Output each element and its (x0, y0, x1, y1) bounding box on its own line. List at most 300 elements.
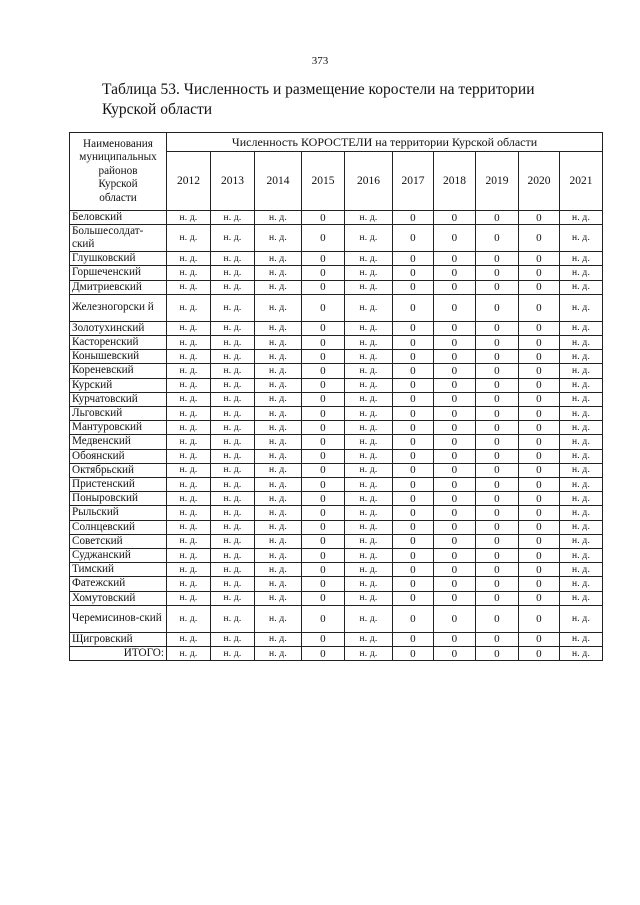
value-cell: н. д. (560, 577, 603, 591)
district-name: Октябрьский (70, 463, 167, 477)
value-cell: 0 (393, 506, 434, 520)
value-cell: н. д. (345, 336, 393, 350)
value-cell: 0 (302, 492, 345, 506)
value-cell: н. д. (255, 534, 302, 548)
value-cell: н. д. (211, 632, 255, 646)
value-cell: 0 (434, 435, 476, 449)
value-cell: 0 (434, 632, 476, 646)
district-name: Щигровский (70, 632, 167, 646)
value-cell: н. д. (167, 421, 211, 435)
value-cell: н. д. (211, 266, 255, 280)
total-row (70, 647, 603, 661)
value-cell: 0 (476, 563, 519, 577)
value-cell: н. д. (211, 647, 255, 661)
value-cell: н. д. (345, 449, 393, 463)
value-cell: н. д. (167, 520, 211, 534)
value-cell: 0 (519, 506, 560, 520)
district-name: Суджанский (70, 549, 167, 563)
value-cell: н. д. (560, 392, 603, 406)
value-cell: н. д. (211, 549, 255, 563)
value-cell: н. д. (345, 534, 393, 548)
value-cell: н. д. (255, 549, 302, 563)
value-cell: 0 (302, 266, 345, 280)
value-cell: 0 (393, 632, 434, 646)
table-row (70, 364, 603, 378)
table-row (70, 321, 603, 335)
district-name: Пристенский (70, 478, 167, 492)
value-cell: н. д. (167, 449, 211, 463)
value-cell: н. д. (560, 478, 603, 492)
value-cell: н. д. (345, 211, 393, 225)
value-cell: н. д. (560, 225, 603, 252)
value-cell: н. д. (560, 350, 603, 364)
value-cell: 0 (434, 225, 476, 252)
value-cell: 0 (302, 449, 345, 463)
value-cell: н. д. (345, 364, 393, 378)
year-header: 2014 (255, 152, 302, 211)
value-cell: 0 (302, 378, 345, 392)
value-cell: н. д. (167, 591, 211, 605)
value-cell: 0 (476, 294, 519, 321)
header-line: Курской (98, 178, 138, 191)
value-cell: 0 (302, 435, 345, 449)
district-name: Фатежский (70, 577, 167, 591)
value-cell: н. д. (255, 225, 302, 252)
value-cell: н. д. (345, 591, 393, 605)
value-cell: 0 (476, 336, 519, 350)
table-row (70, 577, 603, 591)
district-name: Глушковский (70, 252, 167, 266)
value-cell: н. д. (211, 350, 255, 364)
district-name: Поныровский (70, 492, 167, 506)
value-cell: 0 (302, 591, 345, 605)
value-cell: 0 (302, 478, 345, 492)
value-cell: 0 (393, 478, 434, 492)
value-cell: 0 (393, 392, 434, 406)
value-cell: 0 (302, 534, 345, 548)
value-cell: 0 (434, 506, 476, 520)
value-cell: 0 (476, 225, 519, 252)
value-cell: н. д. (255, 364, 302, 378)
table-row (70, 549, 603, 563)
value-cell: н. д. (255, 435, 302, 449)
district-name: Черемисинов-ский (70, 605, 167, 632)
value-cell: н. д. (255, 266, 302, 280)
value-cell: н. д. (211, 421, 255, 435)
value-cell: 0 (393, 577, 434, 591)
table-row (70, 421, 603, 435)
value-cell: 0 (393, 252, 434, 266)
value-cell: 0 (434, 563, 476, 577)
value-cell: 0 (476, 211, 519, 225)
value-cell: 0 (519, 478, 560, 492)
value-cell: н. д. (560, 520, 603, 534)
value-cell: н. д. (211, 280, 255, 294)
value-cell: н. д. (211, 449, 255, 463)
district-name: Курчатовский (70, 392, 167, 406)
year-header: 2015 (302, 152, 345, 211)
value-cell: н. д. (560, 266, 603, 280)
value-cell: 0 (434, 492, 476, 506)
value-cell: н. д. (345, 407, 393, 421)
value-cell: н. д. (560, 252, 603, 266)
header-line: области (99, 191, 137, 204)
value-cell: 0 (393, 280, 434, 294)
value-cell: н. д. (345, 549, 393, 563)
table-row (70, 449, 603, 463)
value-cell: н. д. (255, 449, 302, 463)
value-cell: 0 (476, 506, 519, 520)
value-cell: н. д. (255, 252, 302, 266)
value-cell: 0 (476, 321, 519, 335)
value-cell: 0 (476, 392, 519, 406)
value-cell: 0 (434, 280, 476, 294)
value-cell: н. д. (255, 211, 302, 225)
value-cell: н. д. (167, 577, 211, 591)
year-header: 2020 (519, 152, 560, 211)
value-cell: 0 (476, 350, 519, 364)
value-cell: н. д. (167, 225, 211, 252)
value-cell: н. д. (255, 563, 302, 577)
value-cell: 0 (519, 435, 560, 449)
value-cell: 0 (519, 449, 560, 463)
value-cell: 0 (393, 211, 434, 225)
district-name: Мантуровский (70, 421, 167, 435)
value-cell: н. д. (560, 632, 603, 646)
value-cell: 0 (476, 591, 519, 605)
value-cell: 0 (519, 563, 560, 577)
value-cell: н. д. (211, 534, 255, 548)
value-cell: 0 (393, 421, 434, 435)
value-cell: 0 (519, 591, 560, 605)
value-cell: 0 (519, 266, 560, 280)
value-cell: н. д. (211, 605, 255, 632)
value-cell: н. д. (255, 392, 302, 406)
value-cell: 0 (519, 321, 560, 335)
value-cell: н. д. (255, 577, 302, 591)
table-body (70, 211, 603, 661)
table-row (70, 266, 603, 280)
value-cell: н. д. (255, 605, 302, 632)
table-row (70, 563, 603, 577)
value-cell: 0 (434, 605, 476, 632)
value-cell: 0 (302, 506, 345, 520)
value-cell: 0 (519, 378, 560, 392)
value-cell: 0 (393, 407, 434, 421)
value-cell: н. д. (345, 421, 393, 435)
value-cell: н. д. (211, 577, 255, 591)
value-cell: 0 (393, 605, 434, 632)
district-name: Беловский (70, 211, 167, 225)
year-header: 2012 (167, 152, 211, 211)
value-cell: н. д. (560, 563, 603, 577)
value-cell: н. д. (345, 280, 393, 294)
value-cell: 0 (393, 563, 434, 577)
value-cell: 0 (476, 449, 519, 463)
value-cell: 0 (519, 211, 560, 225)
value-cell: н. д. (255, 463, 302, 477)
value-cell: 0 (519, 336, 560, 350)
value-cell: 0 (434, 463, 476, 477)
value-cell: 0 (434, 534, 476, 548)
value-cell: 0 (393, 364, 434, 378)
value-cell: 0 (476, 435, 519, 449)
value-cell: н. д. (211, 506, 255, 520)
value-cell: 0 (393, 294, 434, 321)
value-cell: н. д. (345, 577, 393, 591)
value-cell: 0 (434, 378, 476, 392)
value-cell: 0 (476, 266, 519, 280)
value-cell: 0 (434, 252, 476, 266)
value-cell: н. д. (255, 336, 302, 350)
value-cell: 0 (434, 392, 476, 406)
value-cell: 0 (393, 591, 434, 605)
header-row-group (70, 133, 603, 152)
value-cell: н. д. (345, 563, 393, 577)
value-cell: 0 (434, 478, 476, 492)
value-cell: н. д. (255, 632, 302, 646)
value-cell: 0 (302, 463, 345, 477)
value-cell: 0 (393, 449, 434, 463)
value-cell: 0 (476, 280, 519, 294)
value-cell: 0 (519, 392, 560, 406)
value-cell: 0 (519, 492, 560, 506)
value-cell: 0 (434, 421, 476, 435)
value-cell: н. д. (211, 407, 255, 421)
district-name: Кореневский (70, 364, 167, 378)
value-cell: н. д. (255, 506, 302, 520)
value-cell: 0 (302, 549, 345, 563)
value-cell: 0 (393, 266, 434, 280)
value-cell: н. д. (211, 336, 255, 350)
district-name: Медвенский (70, 435, 167, 449)
value-cell: 0 (476, 421, 519, 435)
value-cell: 0 (393, 549, 434, 563)
table-row (70, 336, 603, 350)
value-cell: 0 (393, 520, 434, 534)
value-cell: 0 (393, 435, 434, 449)
value-cell: н. д. (167, 252, 211, 266)
value-cell: н. д. (560, 492, 603, 506)
value-cell: 0 (302, 321, 345, 335)
value-cell: н. д. (560, 421, 603, 435)
district-name: Большесолдат-ский (70, 225, 167, 252)
value-cell: н. д. (167, 336, 211, 350)
value-cell: н. д. (345, 492, 393, 506)
value-cell: 0 (434, 549, 476, 563)
value-cell: н. д. (167, 632, 211, 646)
value-cell: н. д. (167, 266, 211, 280)
value-cell: 0 (519, 605, 560, 632)
value-cell: н. д. (345, 632, 393, 646)
value-cell: н. д. (167, 294, 211, 321)
value-cell: 0 (519, 549, 560, 563)
district-name: Золотухинский (70, 321, 167, 335)
table-row (70, 252, 603, 266)
district-name: Горшеченский (70, 266, 167, 280)
table-title: Таблица 53. Численность и размещение коростели на территории Курской области (102, 81, 535, 118)
value-cell: 0 (302, 336, 345, 350)
total-label: ИТОГО: (70, 647, 167, 661)
value-cell: 0 (476, 549, 519, 563)
value-cell: н. д. (255, 350, 302, 364)
population-table (69, 132, 603, 661)
value-cell: 0 (302, 211, 345, 225)
value-cell: 0 (434, 407, 476, 421)
value-cell: н. д. (345, 378, 393, 392)
table-row (70, 280, 603, 294)
value-cell: н. д. (167, 321, 211, 335)
value-cell: н. д. (345, 252, 393, 266)
column-group-header: Численность КОРОСТЕЛИ на территории Курской области (167, 133, 603, 152)
value-cell: 0 (302, 647, 345, 661)
value-cell: 0 (519, 364, 560, 378)
table-row (70, 478, 603, 492)
column-header-name (70, 133, 167, 211)
value-cell: н. д. (560, 506, 603, 520)
page-number: 373 (311, 55, 329, 67)
value-cell: н. д. (167, 407, 211, 421)
value-cell: н. д. (167, 506, 211, 520)
value-cell: н. д. (167, 549, 211, 563)
value-cell: н. д. (560, 605, 603, 632)
value-cell: 0 (476, 605, 519, 632)
value-cell: 0 (302, 350, 345, 364)
value-cell: н. д. (560, 549, 603, 563)
table-row (70, 492, 603, 506)
value-cell: н. д. (211, 321, 255, 335)
value-cell: 0 (393, 463, 434, 477)
value-cell: 0 (434, 591, 476, 605)
value-cell: н. д. (167, 478, 211, 492)
year-header: 2019 (476, 152, 519, 211)
table-row (70, 392, 603, 406)
value-cell: н. д. (211, 252, 255, 266)
district-name: Дмитриевский (70, 280, 167, 294)
value-cell: н. д. (167, 350, 211, 364)
value-cell: н. д. (560, 449, 603, 463)
value-cell: 0 (476, 252, 519, 266)
district-name: Льговский (70, 407, 167, 421)
value-cell: н. д. (560, 364, 603, 378)
table-row (70, 520, 603, 534)
value-cell: 0 (302, 252, 345, 266)
table-row (70, 211, 603, 225)
value-cell: н. д. (560, 211, 603, 225)
value-cell: 0 (476, 478, 519, 492)
value-cell: н. д. (167, 392, 211, 406)
table-row (70, 605, 603, 632)
value-cell: н. д. (345, 520, 393, 534)
value-cell: н. д. (255, 520, 302, 534)
value-cell: н. д. (211, 378, 255, 392)
value-cell: 0 (302, 294, 345, 321)
value-cell: н. д. (255, 378, 302, 392)
value-cell: 0 (519, 252, 560, 266)
value-cell: н. д. (211, 591, 255, 605)
table-row (70, 350, 603, 364)
value-cell: 0 (434, 211, 476, 225)
table-row (70, 591, 603, 605)
district-name: Солнцевский (70, 520, 167, 534)
district-name: Касторенский (70, 336, 167, 350)
value-cell: н. д. (345, 392, 393, 406)
year-header: 2016 (345, 152, 393, 211)
value-cell: 0 (434, 321, 476, 335)
value-cell: 0 (393, 321, 434, 335)
value-cell: н. д. (255, 407, 302, 421)
value-cell: 0 (519, 463, 560, 477)
table-row (70, 225, 603, 252)
value-cell: 0 (519, 647, 560, 661)
value-cell: 0 (393, 647, 434, 661)
value-cell: н. д. (211, 435, 255, 449)
value-cell: н. д. (560, 647, 603, 661)
value-cell: 0 (519, 520, 560, 534)
district-name: Конышевский (70, 350, 167, 364)
value-cell: н. д. (211, 463, 255, 477)
value-cell: н. д. (255, 492, 302, 506)
table-row (70, 632, 603, 646)
district-name: Железногорски й (70, 294, 167, 321)
value-cell: н. д. (345, 647, 393, 661)
table-row (70, 506, 603, 520)
header-line: Наименования (83, 137, 153, 150)
table-row (70, 407, 603, 421)
value-cell: н. д. (560, 534, 603, 548)
value-cell: 0 (476, 378, 519, 392)
value-cell: 0 (393, 350, 434, 364)
value-cell: н. д. (560, 435, 603, 449)
value-cell: н. д. (211, 294, 255, 321)
value-cell: н. д. (255, 591, 302, 605)
value-cell: 0 (434, 577, 476, 591)
value-cell: н. д. (345, 435, 393, 449)
year-header: 2013 (211, 152, 255, 211)
value-cell: н. д. (560, 591, 603, 605)
table-row (70, 294, 603, 321)
value-cell: 0 (393, 492, 434, 506)
district-name: Курский (70, 378, 167, 392)
value-cell: н. д. (560, 280, 603, 294)
value-cell: 0 (434, 520, 476, 534)
value-cell: н. д. (211, 563, 255, 577)
value-cell: н. д. (255, 421, 302, 435)
district-name: Тимский (70, 563, 167, 577)
value-cell: 0 (302, 364, 345, 378)
value-cell: н. д. (560, 294, 603, 321)
year-header: 2017 (393, 152, 434, 211)
value-cell: 0 (393, 225, 434, 252)
value-cell: 0 (302, 392, 345, 406)
value-cell: н. д. (560, 378, 603, 392)
value-cell: н. д. (211, 478, 255, 492)
value-cell: н. д. (167, 378, 211, 392)
value-cell: 0 (476, 407, 519, 421)
value-cell: н. д. (255, 647, 302, 661)
value-cell: н. д. (345, 266, 393, 280)
value-cell: 0 (302, 225, 345, 252)
value-cell: н. д. (167, 605, 211, 632)
table-row (70, 463, 603, 477)
district-name: Обоянский (70, 449, 167, 463)
value-cell: 0 (476, 364, 519, 378)
value-cell: н. д. (211, 225, 255, 252)
value-cell: 0 (519, 280, 560, 294)
value-cell: н. д. (167, 492, 211, 506)
value-cell: н. д. (167, 211, 211, 225)
value-cell: н. д. (255, 280, 302, 294)
